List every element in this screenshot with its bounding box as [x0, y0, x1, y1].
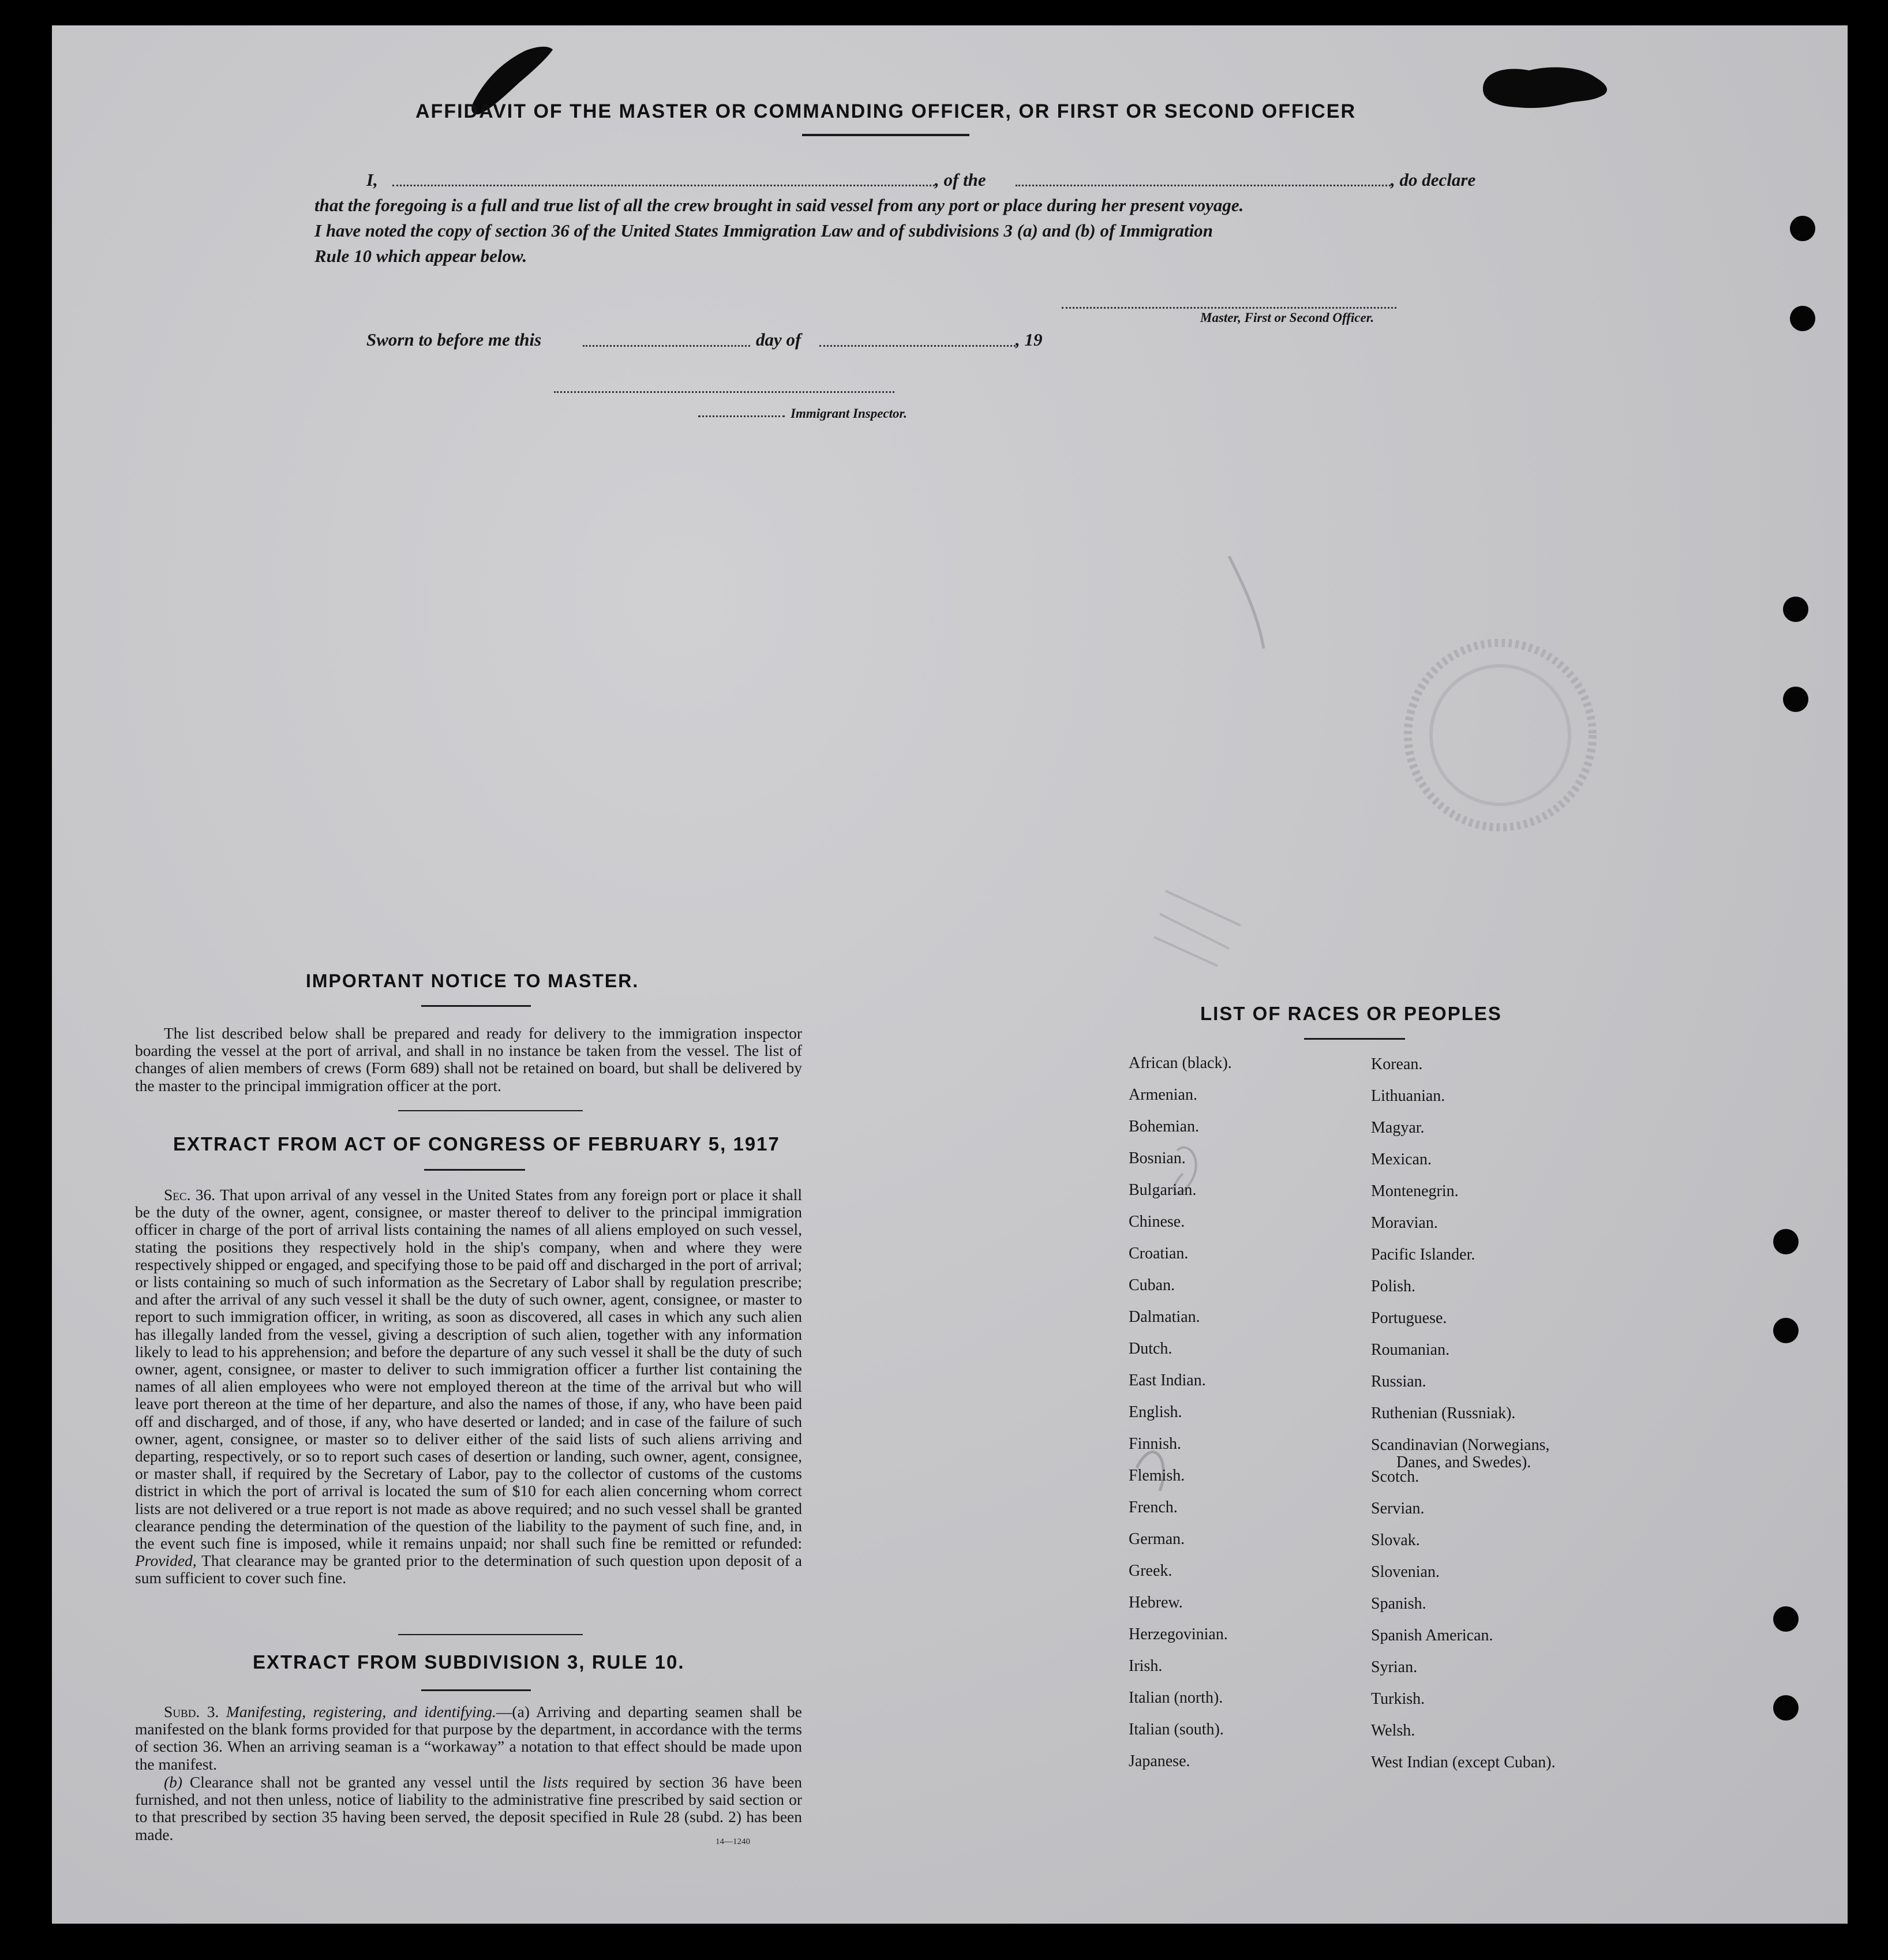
- year-prefix-label: , 19: [1016, 329, 1043, 350]
- rule-extract-title: EXTRACT FROM SUBDIVISION 3, RULE 10.: [253, 1651, 685, 1673]
- race-item: West Indian (except Cuban).: [1371, 1753, 1556, 1771]
- race-item: Finnish.: [1129, 1435, 1182, 1453]
- affidavit-vessel-name-field[interactable]: [1016, 185, 1391, 186]
- race-item-scandinavian: Scandinavian (Norwegians,: [1371, 1436, 1550, 1454]
- punch-hole: [1783, 687, 1808, 712]
- rule-b-label: (b): [164, 1773, 183, 1791]
- punch-hole: [1773, 1606, 1799, 1632]
- ink-blot-right: [1471, 54, 1621, 123]
- punch-hole: [1773, 1229, 1799, 1254]
- race-item: Flemish.: [1129, 1467, 1185, 1485]
- rule-b-lists-word: lists: [542, 1773, 568, 1791]
- race-item: Polish.: [1371, 1277, 1416, 1295]
- notice-separator: [398, 1110, 583, 1111]
- inspector-label: Immigrant Inspector.: [791, 406, 907, 421]
- rule-b-text-1: Clearance shall not be granted any vessel until the: [189, 1773, 535, 1791]
- notice-title-underline: [421, 1005, 531, 1007]
- act-section-body: That upon arrival of any vessel in the United States from any foreign port or place it shall be the duty of the owner, agent, consignee, or master thereof to deliver to the principal immigration officer in charge of the port of arrival lists containing the names of all aliens employed on such vessel, stating the positions they respectively hold in the ship's company, when and where they were respectively shipped or engaged, and specifying those to be paid off and discharged in the port of arrival; or lists containing so much of such information as the Secretary of Labor shall by regulation prescribe; and after the arrival of any such vessel it shall be the duty of such owner, agent, consignee, or master to report to such immigration officer, in writing, as soon as discovered, all cases in which any such alien has illegally landed from the vessel, giving a description of such alien, together with any information likely to lead to his apprehension; and before the departure of any such vessel it shall be the duty of such owner, agent, consignee, or master to deliver to such immigration officer a further list containing the names of all alien employees who were not employed thereon at the time of the arrival but who will leave port thereon at the time of her departure, and also the names of those, if any, who have been paid off and discharged, and of those, if any, who have deserted or landed; and in case of the failure of such owner, agent, consignee, or master so to deliver either of the said lists of such aliens arriving and departing, respectively, or so to report such cases of desertion or landing, such owner, agent, consignee, or master shall, if required by the Secretary of Labor, pay to the collector of customs of the customs district in which the port of arrival is located the sum of $10 for each alien concerning whom correct lists are not delivered or a true report is not made as above required; and no such vessel shall be granted clearance pending the determination of the question of the liability to the payment of such fine, and, in the event such fine is imposed, while it remains unpaid; nor shall such fine be remitted or refunded:: [135, 1186, 802, 1553]
- master-signature-field[interactable]: [1062, 307, 1396, 309]
- race-item: German.: [1129, 1530, 1185, 1548]
- race-item: Dutch.: [1129, 1340, 1172, 1358]
- rule-subd-a: [135, 1703, 802, 1773]
- affidavit-title: AFFIDAVIT OF THE MASTER OR COMMANDING OFFICER, OR FIRST OR SECOND OFFICER: [415, 100, 1356, 122]
- races-title-underline: [1304, 1038, 1405, 1040]
- race-item: Italian (north).: [1129, 1689, 1223, 1707]
- race-item: Bohemian.: [1129, 1118, 1200, 1135]
- race-item: Chinese.: [1129, 1213, 1185, 1231]
- race-item: Irish.: [1129, 1657, 1163, 1675]
- race-item: Ruthenian (Russniak).: [1371, 1404, 1516, 1422]
- race-item: Spanish American.: [1371, 1627, 1493, 1644]
- rule-extract-underline: [421, 1689, 531, 1691]
- affidavit-line1-of-the: , of the: [935, 170, 986, 190]
- race-item: Servian.: [1371, 1500, 1425, 1517]
- race-item: Armenian.: [1129, 1086, 1197, 1104]
- race-item: Syrian.: [1371, 1658, 1418, 1676]
- race-item: East Indian.: [1129, 1371, 1206, 1389]
- act-extract-underline: [424, 1169, 525, 1171]
- faint-seal-impression: [1402, 637, 1598, 833]
- race-item: Italian (south).: [1129, 1721, 1224, 1738]
- act-section-label: Sec. 36.: [164, 1186, 216, 1204]
- race-item: French.: [1129, 1498, 1178, 1516]
- race-item: Magyar.: [1371, 1119, 1425, 1137]
- race-item: Bulgarian.: [1129, 1181, 1197, 1199]
- race-item: Turkish.: [1371, 1690, 1425, 1708]
- rule-subd-label: Subd. 3.: [164, 1703, 219, 1721]
- race-item: Pacific Islander.: [1371, 1246, 1475, 1264]
- affidavit-line1-i: I,: [366, 170, 378, 190]
- affidavit-title-underline: [802, 134, 969, 136]
- race-item: Moravian.: [1371, 1214, 1438, 1232]
- affidavit-line3: I have noted the copy of section 36 of the United States Immigration Law and of subdivisions 3 (a) and (b) of Immigration: [314, 220, 1213, 241]
- sworn-label: Sworn to before me this: [366, 329, 542, 350]
- race-item: Japanese.: [1129, 1752, 1190, 1770]
- notice-title: IMPORTANT NOTICE TO MASTER.: [306, 970, 639, 991]
- races-title: LIST OF RACES OR PEOPLES: [1200, 1003, 1502, 1024]
- rule-b-text-2: required by section 36 have been furnished, and not then unless, notice of liability to the administrative fine prescribed by said section or to that prescribed by section 35 having been served, the deposit specified in Rule 28 (subd. 2) has been made.: [135, 1773, 803, 1843]
- form-number: 14—1240: [716, 1837, 750, 1846]
- punch-hole: [1783, 597, 1808, 622]
- rule-subd-heading: Manifesting, registering, and identifying.: [226, 1703, 496, 1721]
- sworn-day-field[interactable]: [583, 345, 750, 347]
- race-item: Bosnian.: [1129, 1149, 1186, 1167]
- race-item: Russian.: [1371, 1373, 1426, 1391]
- race-item: Spanish.: [1371, 1595, 1426, 1613]
- race-item: Dalmatian.: [1129, 1308, 1200, 1326]
- punch-hole: [1773, 1695, 1799, 1721]
- race-item: Croatian.: [1129, 1245, 1189, 1262]
- race-item: [1371, 1436, 1556, 1471]
- act-extract-title: EXTRACT FROM ACT OF CONGRESS OF FEBRUARY 5, 1917: [173, 1133, 780, 1155]
- punch-hole: [1790, 216, 1815, 241]
- race-item: Montenegrin.: [1371, 1182, 1459, 1200]
- race-item: Hebrew.: [1129, 1594, 1183, 1612]
- inspector-signature-field[interactable]: [554, 391, 894, 393]
- inspector-signature-field-short[interactable]: [698, 415, 785, 417]
- rule-a-label: —(a): [496, 1703, 530, 1721]
- race-item: English.: [1129, 1403, 1182, 1421]
- race-item: Lithuanian.: [1371, 1087, 1445, 1105]
- notice-body: The list described below shall be prepared and ready for delivery to the immigration inspector boarding the vessel at the port of arrival, and shall in no instance be taken from the vessel. The list of changes of alien members of crews (Form 689) shall not be retained on board, but shall be delivered by the master to the principal immigration officer at the port.: [135, 1024, 802, 1095]
- sworn-month-field[interactable]: [819, 345, 1016, 347]
- race-item: Mexican.: [1371, 1150, 1432, 1168]
- document-page: [52, 25, 1848, 1924]
- punch-hole: [1773, 1318, 1799, 1343]
- affidavit-declarant-name-field[interactable]: [392, 185, 935, 186]
- race-item: Korean.: [1371, 1055, 1423, 1073]
- race-item: Portuguese.: [1371, 1309, 1447, 1327]
- race-item: Roumanian.: [1371, 1341, 1450, 1359]
- rule-a-text: Arriving and departing seamen shall be manifested on the blank forms provided for that purpose by the department, in accordance with the terms of section 36. When an arriving seaman is a “workaway” a notation to that effect should be made upon the manifest.: [135, 1703, 803, 1773]
- act-proviso-word: Provided,: [135, 1551, 197, 1570]
- race-item: Greek.: [1129, 1562, 1172, 1580]
- day-of-label: day of: [756, 329, 801, 350]
- race-item: Slovak.: [1371, 1531, 1420, 1549]
- punch-hole: [1790, 306, 1815, 331]
- act-proviso-rest: That clearance may be granted prior to the determination of such question upon deposit of a sum sufficient to cover such fine.: [135, 1551, 802, 1587]
- rule-subd-b: [135, 1774, 802, 1843]
- race-item: Herzegovinian.: [1129, 1625, 1228, 1643]
- affidavit-line1-declare: , do declare: [1391, 170, 1476, 190]
- race-item: Cuban.: [1129, 1276, 1175, 1294]
- race-item-scandinavian-continuation: Danes, and Swedes).: [1396, 1453, 1531, 1471]
- race-item: Welsh.: [1371, 1722, 1415, 1740]
- race-item: Slovenian.: [1371, 1563, 1440, 1581]
- race-item: African (black).: [1129, 1054, 1232, 1072]
- races-left-column: [1129, 1055, 1232, 1785]
- affidavit-line2: that the foregoing is a full and true list of all the crew brought in said vessel from any port or place during her present voyage.: [314, 195, 1244, 215]
- act-separator: [398, 1634, 583, 1635]
- master-signature-label: Master, First or Second Officer.: [1200, 310, 1374, 325]
- race-item: Scotch.: [1371, 1468, 1419, 1486]
- affidavit-line4: Rule 10 which appear below.: [314, 246, 527, 266]
- races-right-column: [1371, 1056, 1556, 1786]
- act-section-36: [135, 1186, 802, 1587]
